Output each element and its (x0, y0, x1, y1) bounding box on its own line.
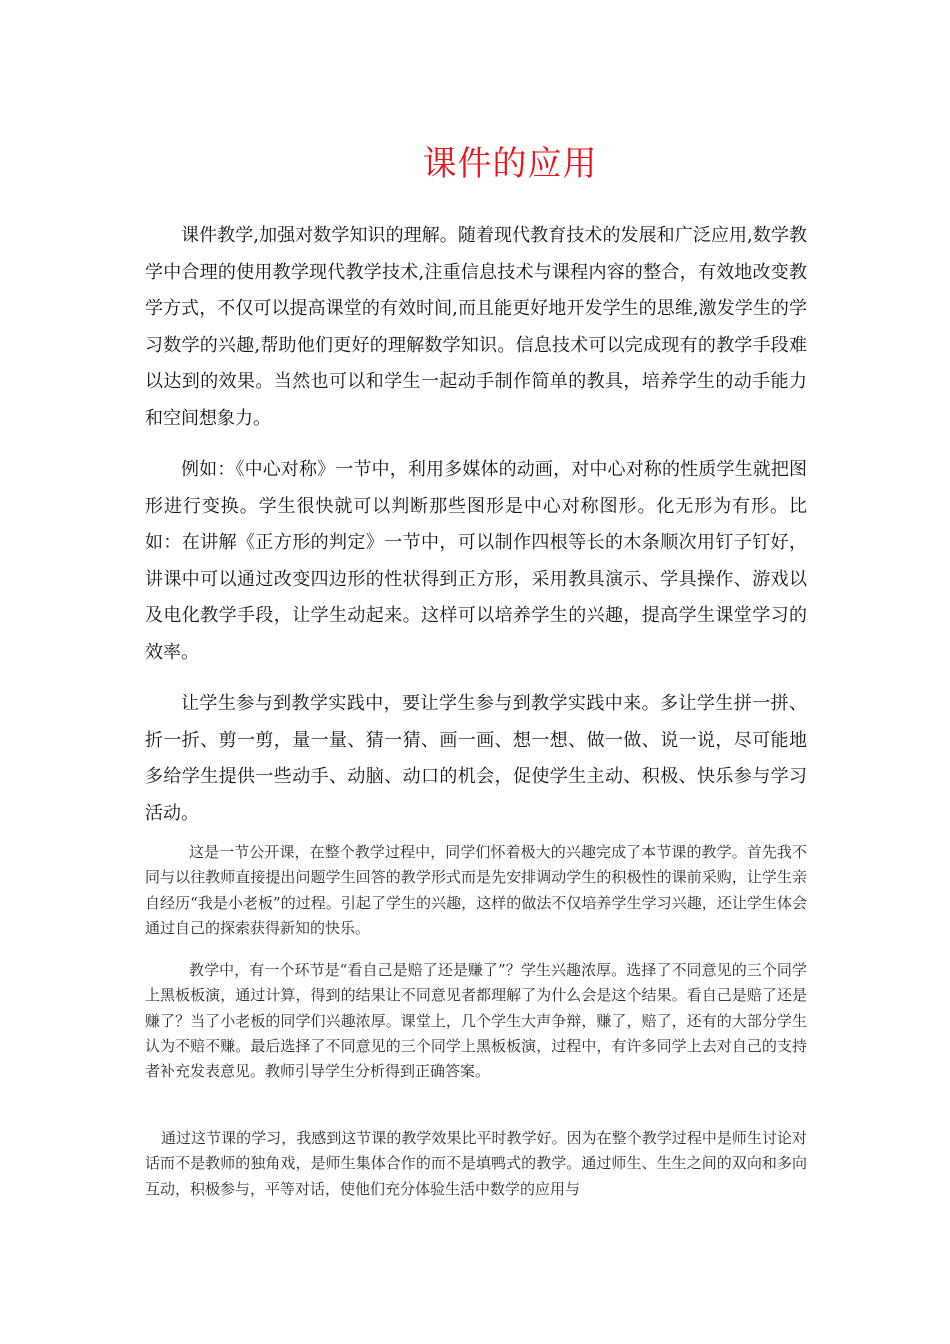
paragraph-open-class: 这是一节公开课，在整个教学过程中，同学们怀着极大的兴趣完成了本节课的教学。首先我不同与以往教师直接提出问题学生回答的教学形式而是先安排调动学生的积极性的课前采购，让学生亲自经历“我是小老板”的过程。引起了学生的兴趣，这样的做法不仅培养学生学习兴趣，还让学生体会通过自己的探索获得新知的快乐。 (145, 843, 807, 937)
paragraph-reflection: 通过这节课的学习，我感到这节课的教学效果比平时教学好。因为在整个教学过程中是师生讨论对话而不是教师的独角戏，是师生集体合作的而不是填鸭式的教学。通过师生、生生之间的双向和多向互动，积极参与，平等对话，使他们充分体验生活中数学的应用与 (145, 1129, 807, 1198)
paragraph-teaching-segment: 教学中，有一个环节是“看自己是赔了还是赚了”？学生兴趣浓厚。选择了不同意见的三个同学上黑板板演，通过计算，得到的结果让不同意见者都理解了为什么会是这个结果。看自己是赔了还是赚了？当了小老板的同学们兴趣浓厚。课堂上，几个学生大声争辩，赚了，赔了，还有的大部分学生认为不赔不赚。最后选择了不同意见的三个同学上黑板板演，过程中，有许多同学上去对自己的支持者补充发表意见。教师引导学生分析得到正确答案。 (145, 961, 807, 1081)
paragraph-example-central-symmetry: 例如：《中心对称》一节中，利用多媒体的动画，对中心对称的性质学生就把图形进行变换。学生很快就可以判断那些图形是中心对称图形。化无形为有形。比如：在讲解《正方形的判定》一节中，可以制作四根等长的木条顺次用钉子钉好，讲课中可以通过改变四边形的性状得到正方形，采用教具演示、学具操作、游戏以及电化教学手段，让学生动起来。这样可以培养学生的兴趣，提高学生课堂学习的效率。 (145, 459, 807, 663)
paragraph-student-participation: 让学生参与到教学实践中，要让学生参与到教学实践中来。多让学生拼一拼、折一折、剪一剪，量一量、猜一猜、画一画、想一想、做一做、说一说，尽可能地多给学生提供一些动手、动脑、动口的机会，促使学生主动、积极、快乐参与学习活动。 (145, 693, 807, 824)
paragraph-courseware-teaching: 课件教学,加强对数学知识的理解。随着现代教育技术的发展和广泛应用,数学教学中合理的使用教学现代教学技术,注重信息技术与课程内容的整合，有效地改变教学方式，不仅可以提高课堂的有效时间,而且能更好地开发学生的思维,激发学生的学习数学的兴趣,帮助他们更好的理解数学知识。信息技术可以完成现有的教学手段难以达到的效果。当然也可以和学生一起动手制作简单的教具，培养学生的动手能力和空间想象力。 (145, 225, 807, 429)
document-title: 课件的应用 (422, 144, 598, 184)
